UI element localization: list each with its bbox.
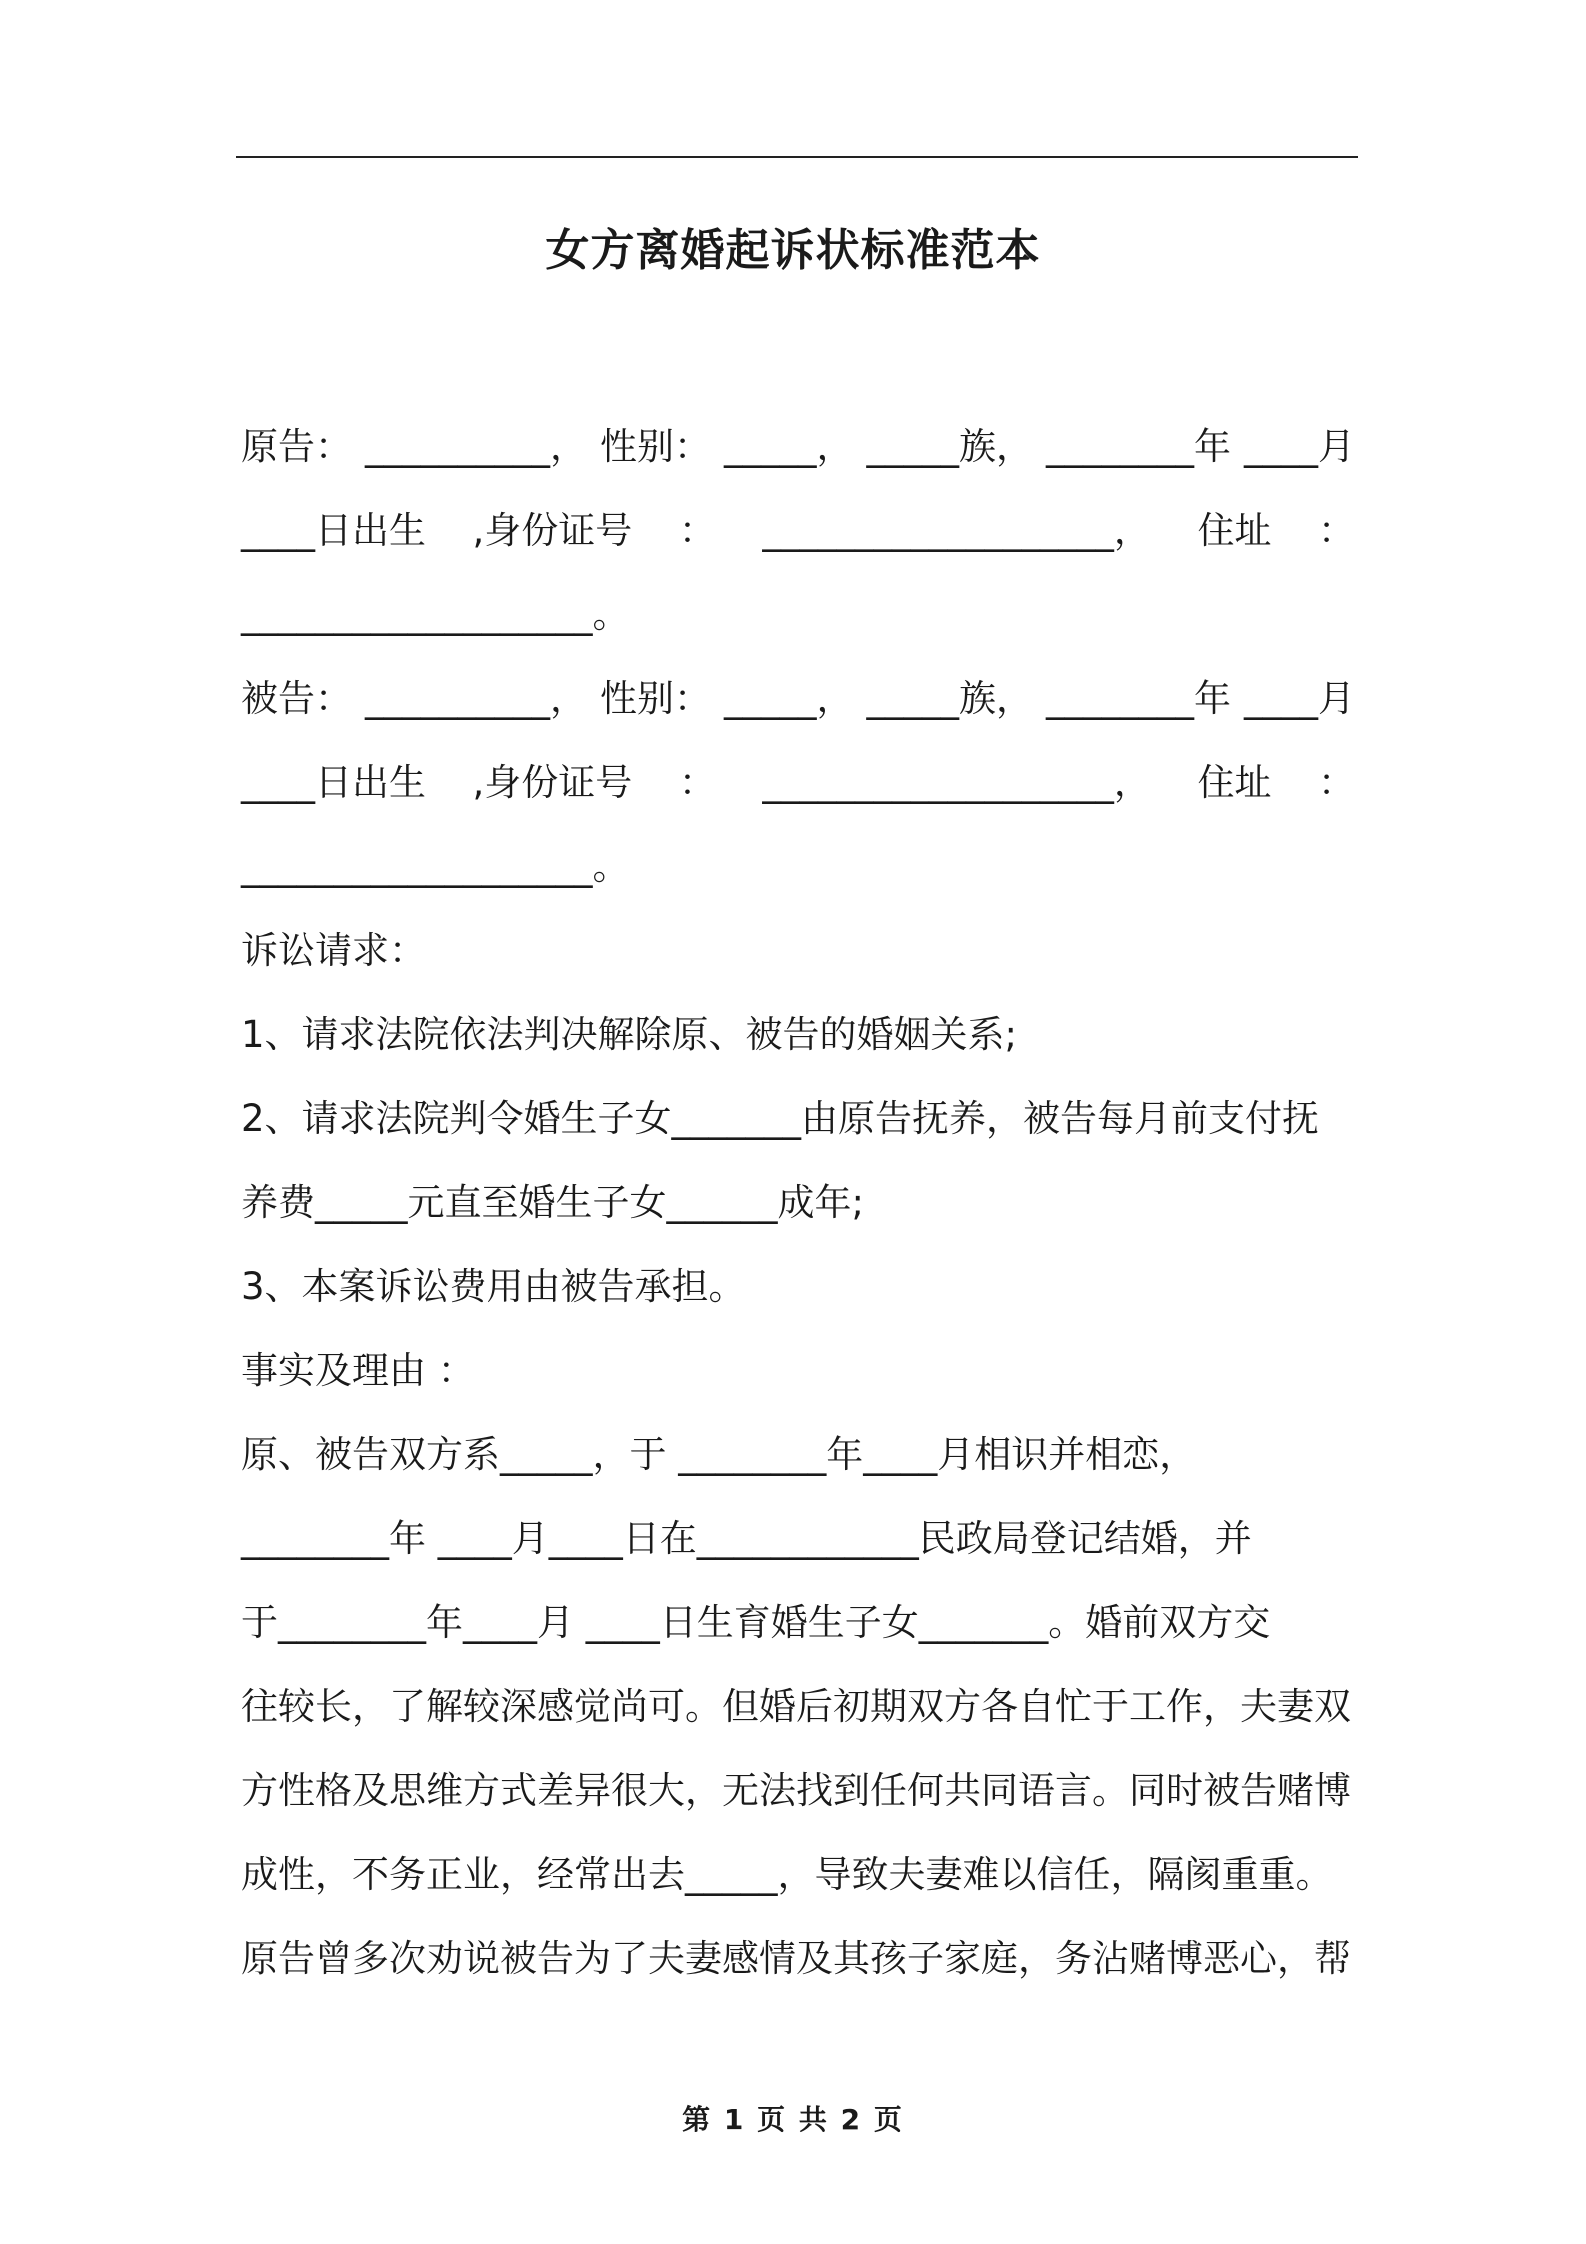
text-line xyxy=(241,909,1355,993)
text-segment: 住址 xyxy=(1197,509,1272,552)
text-segment: 被告： xyxy=(241,677,352,720)
text-segment: ___________________， xyxy=(762,761,1151,804)
text-segment: 3、本案诉讼费用由被告承担。 xyxy=(241,1265,746,1308)
text-segment: __________， xyxy=(365,677,587,720)
text-segment: ________年 ____月____日在____________民政局登记结婚，并 xyxy=(241,1517,1252,1560)
text-segment: 诉讼请求： xyxy=(241,929,426,972)
text-segment: ： xyxy=(1318,509,1355,552)
text-segment: _____族， xyxy=(866,677,1033,720)
text-line xyxy=(241,1581,1355,1665)
text-segment: 性别： xyxy=(600,677,711,720)
text-line xyxy=(241,573,1355,657)
text-segment: 性别： xyxy=(600,425,711,468)
text-segment: 往较长，了解较深感觉尚可。但婚后初期双方各自忙于工作，夫妻双 xyxy=(241,1685,1351,1728)
text-segment: ________年 xyxy=(1046,425,1231,468)
text-line xyxy=(241,1245,1355,1329)
text-segment: 1、请求法院依法判决解除原、被告的婚姻关系; xyxy=(241,1013,1018,1056)
text-segment: 原告曾多次劝说被告为了夫妻感情及其孩子家庭，务沾赌博恶心，帮 xyxy=(241,1937,1351,1980)
text-line xyxy=(241,1749,1355,1833)
text-segment: ____日出生 xyxy=(241,509,426,552)
text-segment: 2、请求法院判令婚生子女_______由原告抚养，被告每月前支付抚 xyxy=(241,1097,1320,1140)
text-line xyxy=(241,825,1355,909)
text-line xyxy=(241,1329,1355,1413)
text-segment: ,身份证号 xyxy=(472,761,633,804)
text-segment: ____月 xyxy=(1244,677,1355,720)
text-segment: ： xyxy=(678,509,716,552)
text-line xyxy=(241,1917,1355,2001)
text-segment: ________年 xyxy=(1046,677,1231,720)
text-segment: _____族， xyxy=(866,425,1033,468)
text-line xyxy=(241,405,1355,489)
text-line xyxy=(241,1413,1355,1497)
document-body xyxy=(241,405,1355,2001)
text-segment: 养费_____元直至婚生子女______成年; xyxy=(241,1181,864,1224)
text-segment: 住址 xyxy=(1197,761,1272,804)
text-segment: ： xyxy=(1318,761,1355,804)
text-segment: 方性格及思维方式差异很大，无法找到任何共同语言。同时被告赌博 xyxy=(241,1769,1351,1812)
text-segment: 事实及理由 ： xyxy=(241,1349,475,1392)
text-line xyxy=(241,657,1355,741)
text-segment: ____日出生 xyxy=(241,761,426,804)
text-segment: 于________年____月 ____日生育婚生子女_______。婚前双方交 xyxy=(241,1601,1271,1644)
text-segment: __________， xyxy=(365,425,587,468)
text-segment: _____， xyxy=(724,425,854,468)
text-line xyxy=(241,1161,1355,1245)
text-segment: 原告： xyxy=(241,425,352,468)
text-segment: ： xyxy=(678,761,716,804)
text-line xyxy=(241,741,1355,825)
page-footer: 第 1 页 共 2 页 xyxy=(682,2103,904,2136)
text-line xyxy=(241,489,1355,573)
text-segment: ___________________。 xyxy=(241,593,630,636)
text-line xyxy=(241,1077,1355,1161)
text-line xyxy=(241,1665,1355,1749)
document-title: 女方离婚起诉状标准范本 xyxy=(545,225,1041,276)
text-segment: ___________________。 xyxy=(241,845,630,888)
text-segment: _____， xyxy=(724,677,854,720)
text-line xyxy=(241,1497,1355,1581)
text-segment: ___________________， xyxy=(762,509,1151,552)
text-segment: ____月 xyxy=(1244,425,1355,468)
text-line xyxy=(241,1833,1355,1917)
text-segment: 成性，不务正业，经常出去_____，导致夫妻难以信任，隔阂重重。 xyxy=(241,1853,1333,1896)
text-line xyxy=(241,993,1355,1077)
text-segment: 原、被告双方系_____，于 ________年____月相识并相恋， xyxy=(241,1433,1197,1476)
text-segment: ,身份证号 xyxy=(472,509,633,552)
header-rule xyxy=(236,156,1358,158)
